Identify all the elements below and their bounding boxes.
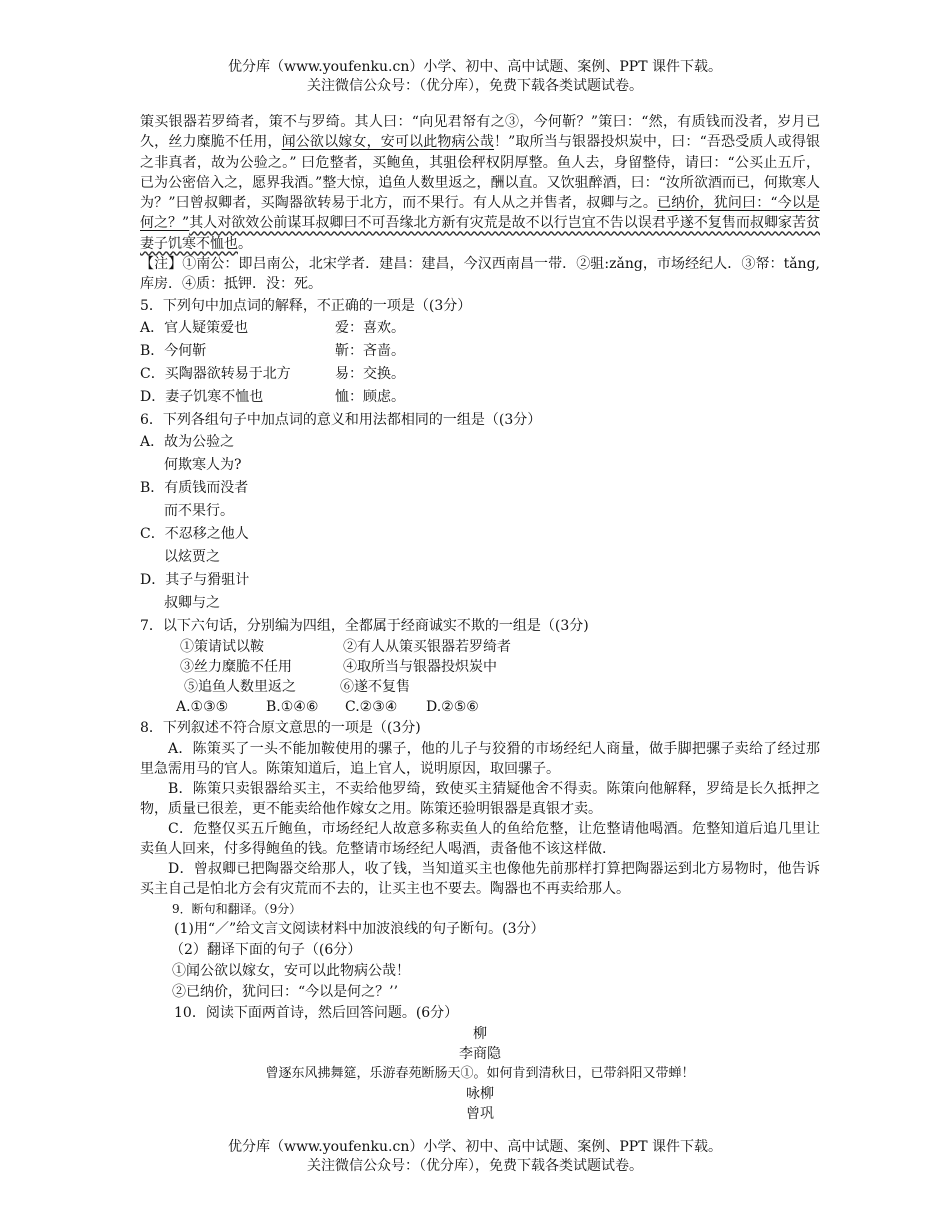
poem-2-title: 咏柳 bbox=[466, 1085, 494, 1102]
q8-option-d: D．曾叔卿已把陶器交给那人，收了钱，当知道买主也像他先前那样打算把陶器运到北方易物时，他告诉买主自己是怕北方会有灾荒而不去的，让买主也不要去。陶器也不再卖给那人。 bbox=[140, 860, 820, 897]
q5-option bbox=[140, 386, 820, 409]
q5-option-gloss: 爱：喜欢。 bbox=[335, 319, 405, 336]
q5-option-gloss: 易：交换。 bbox=[335, 365, 405, 382]
q7-choice: D.②⑤⑥ bbox=[426, 698, 479, 715]
q5-option bbox=[140, 340, 820, 363]
q5-option bbox=[140, 317, 820, 340]
q5-option-text: C．买陶器欲转易于北方 bbox=[140, 365, 291, 382]
q7-item: ②有人从策买银器若罗绮者 bbox=[343, 638, 511, 655]
q5-stem: 5．下列句中加点词的解释，不正确的一项是（(3分） bbox=[140, 297, 472, 314]
q7-item: ⑤追鱼人数里返之 bbox=[184, 678, 296, 695]
q5-option-gloss: 恤：顾虑。 bbox=[335, 388, 405, 405]
q7-items-row bbox=[140, 637, 820, 657]
q5-option bbox=[140, 363, 820, 386]
passage-underlined-2: 已纳价，犹问曰：“今以是何之？” bbox=[140, 195, 820, 232]
q6-option-c1: C．不忍移之他人 bbox=[140, 525, 249, 542]
page-footer bbox=[0, 1138, 950, 1176]
q6-option-d1: D．其子与猾驵计 bbox=[140, 571, 250, 588]
passage-underlined-1: 闻公欲以嫁女，安可以此物病公哉 bbox=[281, 134, 495, 151]
passage-end: 。 bbox=[238, 235, 252, 252]
q9-part-1: (1)用“／”给文言文阅读材料中加波浪线的句子断句。(3分） bbox=[174, 920, 545, 937]
q6-option-d2: 叔卿与之 bbox=[164, 594, 220, 611]
q9-stem: 9．断句和翻译。（9分） bbox=[172, 901, 302, 916]
passage bbox=[140, 112, 820, 254]
poem-2-author: 曾巩 bbox=[466, 1105, 494, 1122]
q5-option-text: A．官人疑策爱也 bbox=[140, 319, 249, 336]
q6-option-a1: A．故为公验之 bbox=[140, 433, 235, 450]
q7-choice: B.①④⑥ bbox=[266, 698, 319, 715]
q5-option-text: B．今何靳 bbox=[140, 342, 207, 359]
q10-stem: 10．阅读下面两首诗，然后回答问题。(6分） bbox=[174, 1004, 459, 1021]
header-line-2: 关注微信公众号：（优分库），免费下载各类试题试卷。 bbox=[307, 78, 643, 94]
q6-option-a2: 何欺寒人为? bbox=[164, 456, 242, 473]
q7-stem: 7．以下六句话，分别编为四组，全都属于经商诚实不欺的一组是（(3分) bbox=[140, 617, 589, 634]
footer-line-1: 优分库（www.youfenku.cn）小学、初中、高中试题、案例、PPT 课件下载。 bbox=[227, 1139, 722, 1155]
passage-wavy-sentence: 其人对欲效公前谋耳叔卿曰不可吾缘北方新有灾荒是故不以行岂宜不告以误君乎遂不复售而叔卿家苦贫妻子饥寒不恤也 bbox=[140, 215, 820, 252]
footer-line-2: 关注微信公众号：（优分库），免费下载各类试题试卷。 bbox=[307, 1158, 643, 1174]
q9-part-2: （2）翻译下面的句子（(6分） bbox=[170, 941, 362, 958]
q8-stem: 8．下列叙述不符合原文意思的一项是（(3分) bbox=[140, 719, 421, 736]
annotation-note: 【注】①南公：即吕南公，北宋学者．建昌：建昌，今汉西南昌一带．②驵:zǎng，市场经纪人．③帑：tǎng,库房．④质：抵钾．没：死。 bbox=[140, 256, 820, 293]
passage-text-2: ！”取所当与银器投炽炭中，曰：“吾恐受质人或得银之非真者，故为公验之。” 曰危整者，买鲍鱼，其驵侩秤权阴厚整。鱼人去，身留整侍，请曰：“公买止五斤，已为公密倍入之，愿界我酒。”整大惊，追鱼人数里返之，酬以直。又饮驵醉酒，曰：“汝所欲酒而已，何欺寒人为？”曰曾叔卿者，买陶器欲转易于北方，而不果行。有人从之并售者，叔卿与之。 bbox=[140, 134, 821, 212]
header-line-1: 优分库（www.youfenku.cn）小学、初中、高中试题、案例、PPT 课件下载。 bbox=[227, 59, 722, 75]
q7-item: ③丝力糜脆不任用 bbox=[180, 658, 292, 675]
q6-option-c2: 以炫贾之 bbox=[164, 548, 220, 565]
document-body bbox=[140, 112, 820, 1124]
q9-sentence-2: ②已纳价，犹问曰：“今以是何之？’’ bbox=[172, 983, 399, 1000]
q6-option-b1: B．有质钱而没者 bbox=[140, 479, 249, 496]
q8-option-c: C．危整仅买五斤鲍鱼，市场经纪人故意多称卖鱼人的鱼给危整，让危整请他喝酒。危整知道后追几里让卖鱼人回来，付多得鲍鱼的钱。危整请市场经纪人喝酒，责备他不该这样做. bbox=[140, 820, 820, 857]
q7-choices bbox=[140, 697, 820, 717]
q8-option-b: B．陈策只卖银器给买主，不卖给他罗绮，致使买主猜疑他舍不得卖。陈策向他解释，罗绮是长久抵押之物，质量已很差，更不能卖给他作嫁女之用。陈策还验明银器是真银才卖。 bbox=[140, 780, 820, 817]
q8-option-a: A．陈策买了一头不能加鞍使用的骡子，他的儿子与狡猾的市场经纪人商量，做手脚把骡子卖给了经过那里急需用马的官人。陈策知道后，追上官人，说明原因，取回骡子。 bbox=[140, 740, 820, 777]
q7-choice: C.②③④ bbox=[345, 698, 398, 715]
passage-text-1: 策买银器若罗绮者，策不与罗绮。其人曰：“向见君帑有之③，今何靳？”策曰：“然，有质钱而没者，岁月已久，丝力糜脆不任用， bbox=[140, 114, 820, 151]
q7-item: ④取所当与银器投炽炭中 bbox=[343, 658, 497, 675]
q9-sentence-1: ①闻公欲以嫁女，安可以此物病公哉！ bbox=[172, 962, 410, 979]
q7-item: ⑥遂不复售 bbox=[340, 678, 410, 695]
page-header bbox=[0, 58, 950, 96]
q7-items-row bbox=[140, 657, 820, 677]
q5-option-gloss: 靳：吝啬。 bbox=[335, 342, 405, 359]
poem-1-author: 李商隐 bbox=[459, 1045, 501, 1062]
q6-stem: 6．下列各组句子中加点词的意义和用法都相同的一组是（(3分） bbox=[140, 411, 542, 428]
poem-1-title: 柳 bbox=[473, 1025, 487, 1042]
q7-item: ①策请试以鞍 bbox=[180, 638, 264, 655]
q5-option-text: D．妻子饥寒不恤也 bbox=[140, 388, 264, 405]
q7-choice: A.①③⑤ bbox=[176, 698, 229, 715]
poem-1-text: 曾逐东风拂舞筵，乐游春苑断肠天①。如何肯到清秋日，已带斜阳又带蝉！ bbox=[265, 1065, 695, 1081]
q7-items-row bbox=[140, 677, 820, 697]
q6-option-b2: 而不果行。 bbox=[164, 502, 234, 519]
